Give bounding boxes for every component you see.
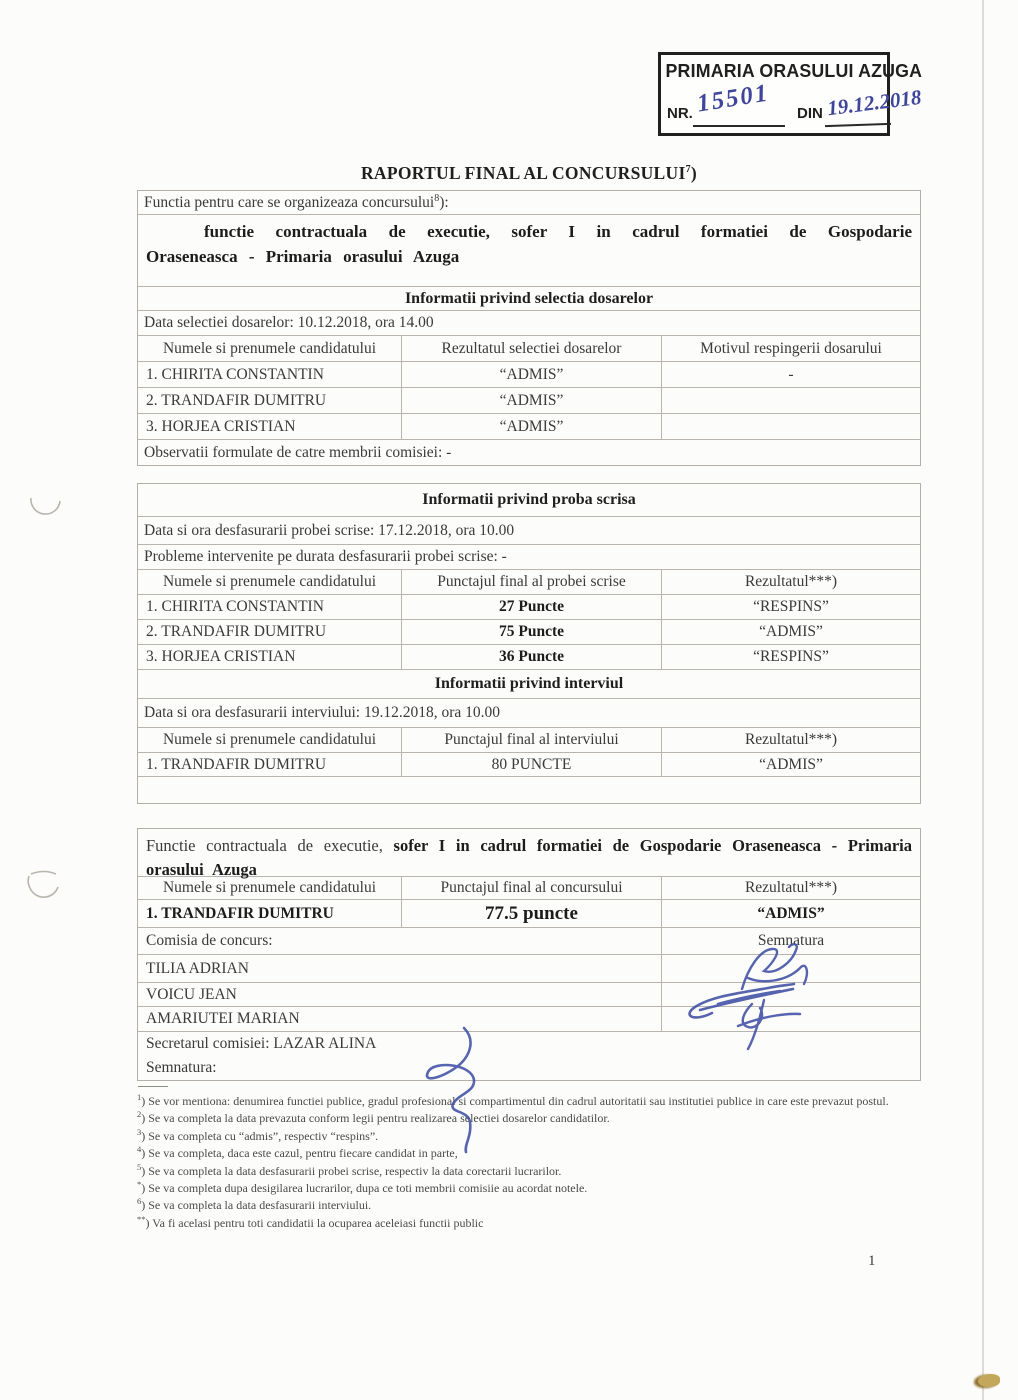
- rejection-reason: [661, 414, 920, 439]
- document-title: RAPORTUL FINAL AL CONCURSULUI$^7$): [360, 163, 698, 183]
- written-test-result: “RESPINS”: [661, 595, 920, 619]
- commission-member-name: AMARIUTEI MARIAN: [146, 1010, 300, 1027]
- column-header: Numele si prenumele candidatului: [162, 731, 377, 748]
- column-header: Rezultatul***): [661, 570, 920, 594]
- table-row: [138, 900, 920, 928]
- selection-result: “ADMIS”: [401, 414, 661, 439]
- secretary-signature-label: Semnatura:: [146, 1059, 217, 1076]
- commission-label: Comisia de concurs:: [146, 932, 273, 949]
- written-test-score: 75 Puncte: [401, 620, 661, 644]
- stamp-nr-label: NR.: [667, 105, 693, 122]
- candidate-name: 2. TRANDAFIR DUMITRU: [146, 391, 327, 409]
- footnote: $^4$) Se va completa, daca este cazul, pentru fiecare candidat in parte,: [137, 1144, 458, 1161]
- column-header: Numele si prenumele candidatului: [162, 573, 377, 590]
- footnote: **) Va fi acelasi pentru toti candidatii la ocuparea aceleiasi functii public: [137, 1213, 484, 1230]
- column-header: Punctajul final al probei scrise: [401, 570, 661, 594]
- selection-result: “ADMIS”: [401, 362, 661, 387]
- column-header: Rezultatul***): [661, 728, 920, 752]
- commission-member-row: [138, 955, 920, 983]
- empty-row: [138, 777, 920, 803]
- footnote: *) Se va completa dupa desigilarea lucrarilor, dupa ce toti membrii comisiie au acordat notele.: [137, 1179, 588, 1196]
- table-row: [138, 414, 920, 440]
- registration-stamp: [658, 52, 923, 136]
- final-result: “ADMIS”: [661, 900, 920, 927]
- scan-corner-stain: [978, 1374, 1000, 1387]
- written-test-result: “RESPINS”: [661, 645, 920, 669]
- table-row: [138, 362, 920, 388]
- title-footnote-ref: 7: [685, 164, 691, 176]
- table-row: [138, 595, 920, 620]
- column-header: Motivul respingerii dosarului: [661, 336, 920, 361]
- candidate-name: 1. CHIRITA CONSTANTIN: [146, 598, 324, 615]
- footnote: $^6$) Se va completa la data desfasurarii interviului.: [137, 1196, 372, 1213]
- rejection-reason: [661, 388, 920, 413]
- binder-hole-mark: [28, 498, 60, 897]
- stamp-din-underline: [825, 123, 891, 127]
- footnote: $^3$) Se va completa cu “admis”, respectiv “respins”.: [137, 1126, 379, 1143]
- interview-score: 80 PUNCTE: [401, 753, 661, 776]
- footnote: $^5$) Se va completa la data desfasurarii probei scrise, respectiv la data corectarii lucrarilor.: [137, 1161, 562, 1178]
- signature-column-header: Semnatura: [661, 928, 920, 954]
- table-row: [138, 645, 920, 670]
- proba-scrisa-problems-line: Probleme intervenite pe durata desfasurarii probei scrise: -: [144, 548, 507, 565]
- candidate-name: 1. CHIRITA CONSTANTIN: [146, 365, 324, 383]
- selection-result: “ADMIS”: [401, 388, 661, 413]
- final-position-description: Functie contractuala de executie, sofer I in cadrul formatiei de Gospodarie Oraseneasca - Primaria orasului Azuga: [146, 836, 912, 879]
- candidate-name: 1. TRANDAFIR DUMITRU: [146, 755, 327, 773]
- table-row: [138, 620, 920, 645]
- column-header: Numele si prenumele candidatului: [162, 339, 377, 357]
- footnote: $^1$) Se vor mentiona: denumirea functiei publice, gradul profesional si compartimentul din cadrul autoritatii sau institutiei publice in care este prevazut postul.: [137, 1092, 889, 1108]
- proba-scrisa-section-header: Informatii privind proba scrisa: [138, 484, 920, 517]
- position-description: functie contractuala de executie, sofer I in cadrul formatiei de Gospodarie Oraseneasca - Primaria orasului Azuga: [146, 222, 912, 266]
- rejection-reason: -: [661, 362, 920, 387]
- written-test-score: 27 Puncte: [401, 595, 661, 619]
- interviu-date-line: Data si ora desfasurarii interviului: 19.12.2018, ora 10.00: [144, 704, 500, 721]
- intro-footnote-ref: 8: [434, 192, 440, 204]
- final-score: 77.5 puncte: [401, 900, 661, 927]
- section-rezultat-final: [137, 828, 921, 1081]
- observations-line: Observatii formulate de catre membrii comisiei: -: [144, 443, 452, 461]
- footnotes: [137, 1093, 929, 1232]
- footnote-separator: [138, 1086, 168, 1087]
- scanner-edge-artifact: [982, 0, 984, 1400]
- footnote: $^2$) Se va completa la data prevazuta conform legii pentru realizarea selectiei dosarelor candidatilor.: [137, 1109, 610, 1126]
- stamp-nr-underline: [693, 125, 785, 127]
- stamp-nr-handwritten-value: 15501: [695, 79, 772, 118]
- commission-member-row: [138, 1007, 920, 1032]
- section-proba-scrisa-interviu: [137, 483, 921, 804]
- stamp-din-label: DIN: [797, 105, 823, 122]
- candidate-name: 1. TRANDAFIR DUMITRU: [146, 904, 334, 922]
- candidate-name: 3. HORJEA CRISTIAN: [146, 417, 296, 435]
- column-header: Punctajul final al interviului: [401, 728, 661, 752]
- stamp-din-handwritten-value: 19.12.2018: [825, 84, 923, 121]
- table-row: [138, 753, 920, 777]
- interview-result: “ADMIS”: [661, 753, 920, 776]
- candidate-name: 2. TRANDAFIR DUMITRU: [146, 623, 327, 640]
- signature-cell: [661, 955, 920, 982]
- column-header: Rezultatul***): [661, 877, 920, 899]
- written-test-result: “ADMIS”: [661, 620, 920, 644]
- commission-member-name: TILIA ADRIAN: [146, 959, 249, 977]
- signature-cell: [661, 983, 920, 1006]
- column-header: Rezultatul selectiei dosarelor: [401, 336, 661, 361]
- commission-member-row: [138, 983, 920, 1007]
- written-test-score: 36 Puncte: [401, 645, 661, 669]
- proba-scrisa-date-line: Data si ora desfasurarii probei scrise: 17.12.2018, ora 10.00: [144, 521, 515, 539]
- column-header: Numele si prenumele candidatului: [162, 879, 377, 896]
- selectia-section-header: Informatii privind selectia dosarelor: [138, 287, 920, 311]
- secretary-line: Secretarul comisiei: LAZAR ALINA: [146, 1034, 377, 1052]
- selectia-date-line: Data selectiei dosarelor: 10.12.2018, ora 14.00: [144, 314, 434, 331]
- candidate-name: 3. HORJEA CRISTIAN: [146, 648, 296, 665]
- commission-member-name: VOICU JEAN: [146, 985, 237, 1003]
- page-number: 1: [868, 1253, 876, 1269]
- column-header: Punctajul final al concursului: [401, 877, 661, 899]
- signature-cell: [661, 1007, 920, 1031]
- section-selectia-dosarelor: [137, 190, 921, 466]
- stamp-organization: PRIMARIA ORASULUI AZUGA: [665, 60, 923, 81]
- table-row: [138, 388, 920, 414]
- intro-label: Functia pentru care se organizeaza concursului$^8$):: [144, 192, 449, 212]
- interviu-section-header: Informatii privind interviul: [138, 670, 920, 699]
